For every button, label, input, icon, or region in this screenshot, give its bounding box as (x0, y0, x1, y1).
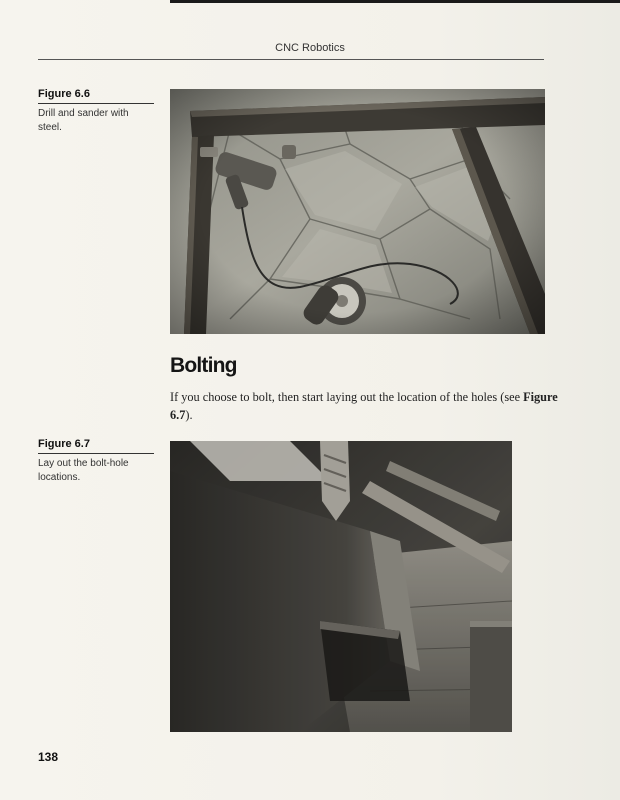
running-header: CNC Robotics (275, 42, 345, 54)
figure-reference: Figure 6.7 (170, 390, 558, 422)
section-body-text (170, 388, 560, 424)
figure-caption-6-6: Drill and sander with steel. (38, 108, 129, 133)
figure-label-6-7: Figure 6.7 (38, 438, 154, 454)
figure-photo-drill-sander (170, 89, 545, 334)
page-top-edge (170, 0, 620, 3)
figure-label-6-6: Figure 6.6 (38, 88, 154, 104)
body-text-end: ). (185, 408, 193, 422)
section-heading: Bolting (170, 354, 237, 377)
header-rule (38, 59, 544, 60)
body-text-start: If you choose to bolt, then start laying out the location of the holes (see (170, 390, 524, 404)
figure-photo-bolt-hole-layout (170, 441, 512, 732)
page-number: 138 (38, 750, 59, 764)
figure-caption-6-7: Lay out the bolt-hole locations. (38, 458, 129, 483)
